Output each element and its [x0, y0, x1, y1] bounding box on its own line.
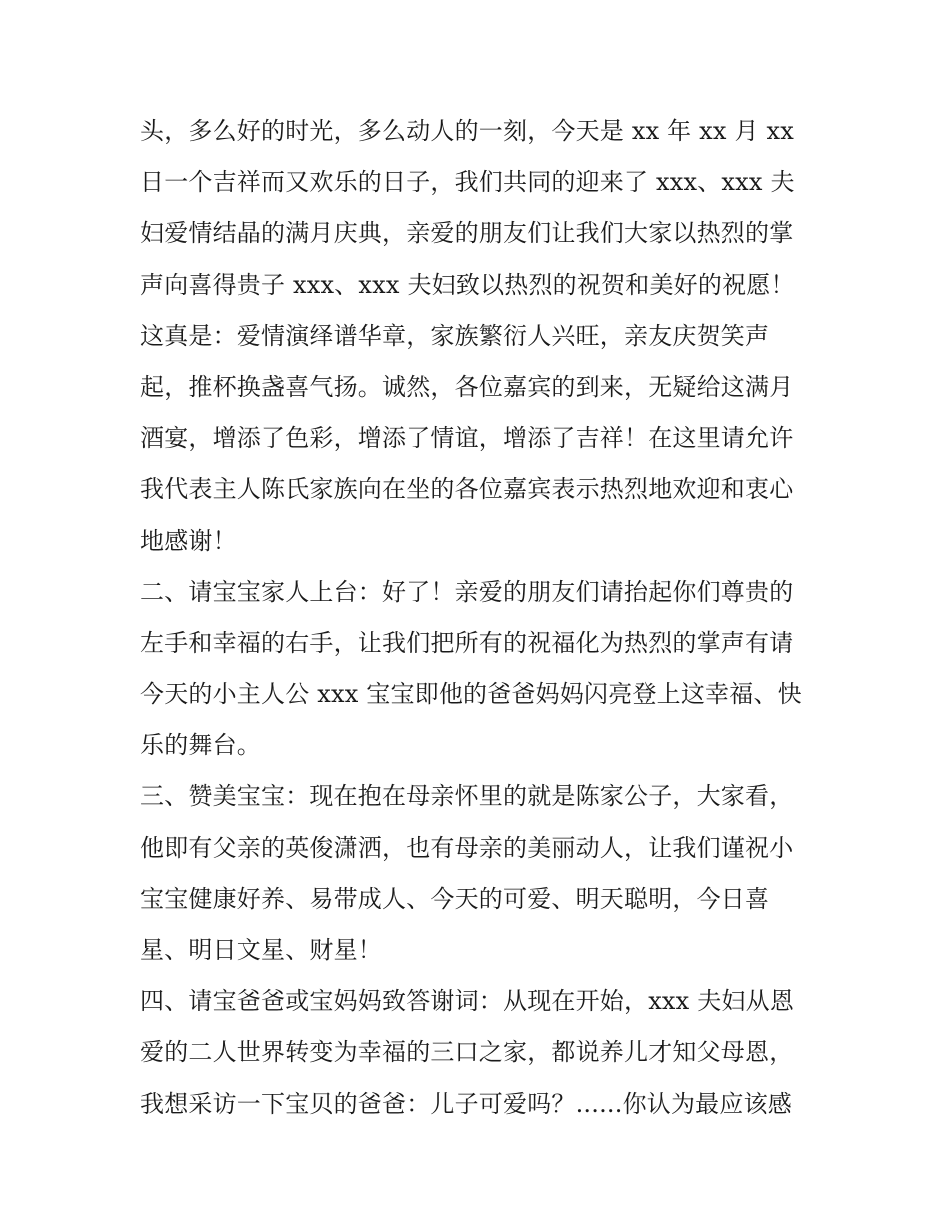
text-line: 今天的小主人公 xxx 宝宝即他的爸爸妈妈闪亮登上这幸福、快	[140, 680, 802, 709]
text-line: 二、请宝宝家人上台：好了！亲爱的朋友们请抬起你们尊贵的	[140, 577, 794, 606]
text-line: 头，多么好的时光，多么动人的一刻，今天是 xx 年 xx 月 xx	[140, 117, 794, 145]
text-line: 他即有父亲的英俊潇洒，也有母亲的美丽动人，让我们谨祝小	[140, 833, 794, 862]
text-line: 地感谢！	[140, 526, 237, 555]
text-line: 我想采访一下宝贝的爸爸：儿子可爱吗？......你认为最应该感	[140, 1089, 792, 1118]
text-line: 爱的二人世界转变为幸福的三口之家，都说养儿才知父母恩，	[140, 1038, 794, 1067]
text-line: 妇爱情结晶的满月庆典，亲爱的朋友们让我们大家以热烈的掌	[140, 219, 794, 248]
text-line: 乐的舞台。	[140, 731, 261, 760]
text-line: 声向喜得贵子 xxx、xxx 夫妇致以热烈的祝贺和美好的祝愿！	[140, 270, 795, 299]
text-line: 三、赞美宝宝：现在抱在母亲怀里的就是陈家公子，大家看，	[140, 782, 794, 811]
document-body	[140, 106, 830, 1130]
text-line: 起，推杯换盏喜气扬。诚然，各位嘉宾的到来，无疑给这满月	[140, 372, 794, 401]
text-line: 星、明日文星、财星！	[140, 936, 382, 964]
text-line: 四、请宝爸爸或宝妈妈致答谢词：从现在开始，xxx 夫妇从恩	[140, 987, 795, 1016]
text-line: 左手和幸福的右手，让我们把所有的祝福化为热烈的掌声有请	[140, 628, 794, 657]
text-line: 我代表主人陈氏家族向在坐的各位嘉宾表示热烈地欢迎和衷心	[140, 475, 794, 504]
text-line: 宝宝健康好养、易带成人、今天的可爱、明天聪明，今日喜	[140, 884, 770, 913]
text-line: 这真是：爱情演绎谱华章，家族繁衍人兴旺，亲友庆贺笑声	[140, 321, 770, 350]
text-line: 酒宴，增添了色彩，增添了情谊，增添了吉祥！在这里请允许	[140, 424, 794, 453]
text-line: 日一个吉祥而又欢乐的日子，我们共同的迎来了 xxx、xxx 夫	[140, 168, 795, 197]
